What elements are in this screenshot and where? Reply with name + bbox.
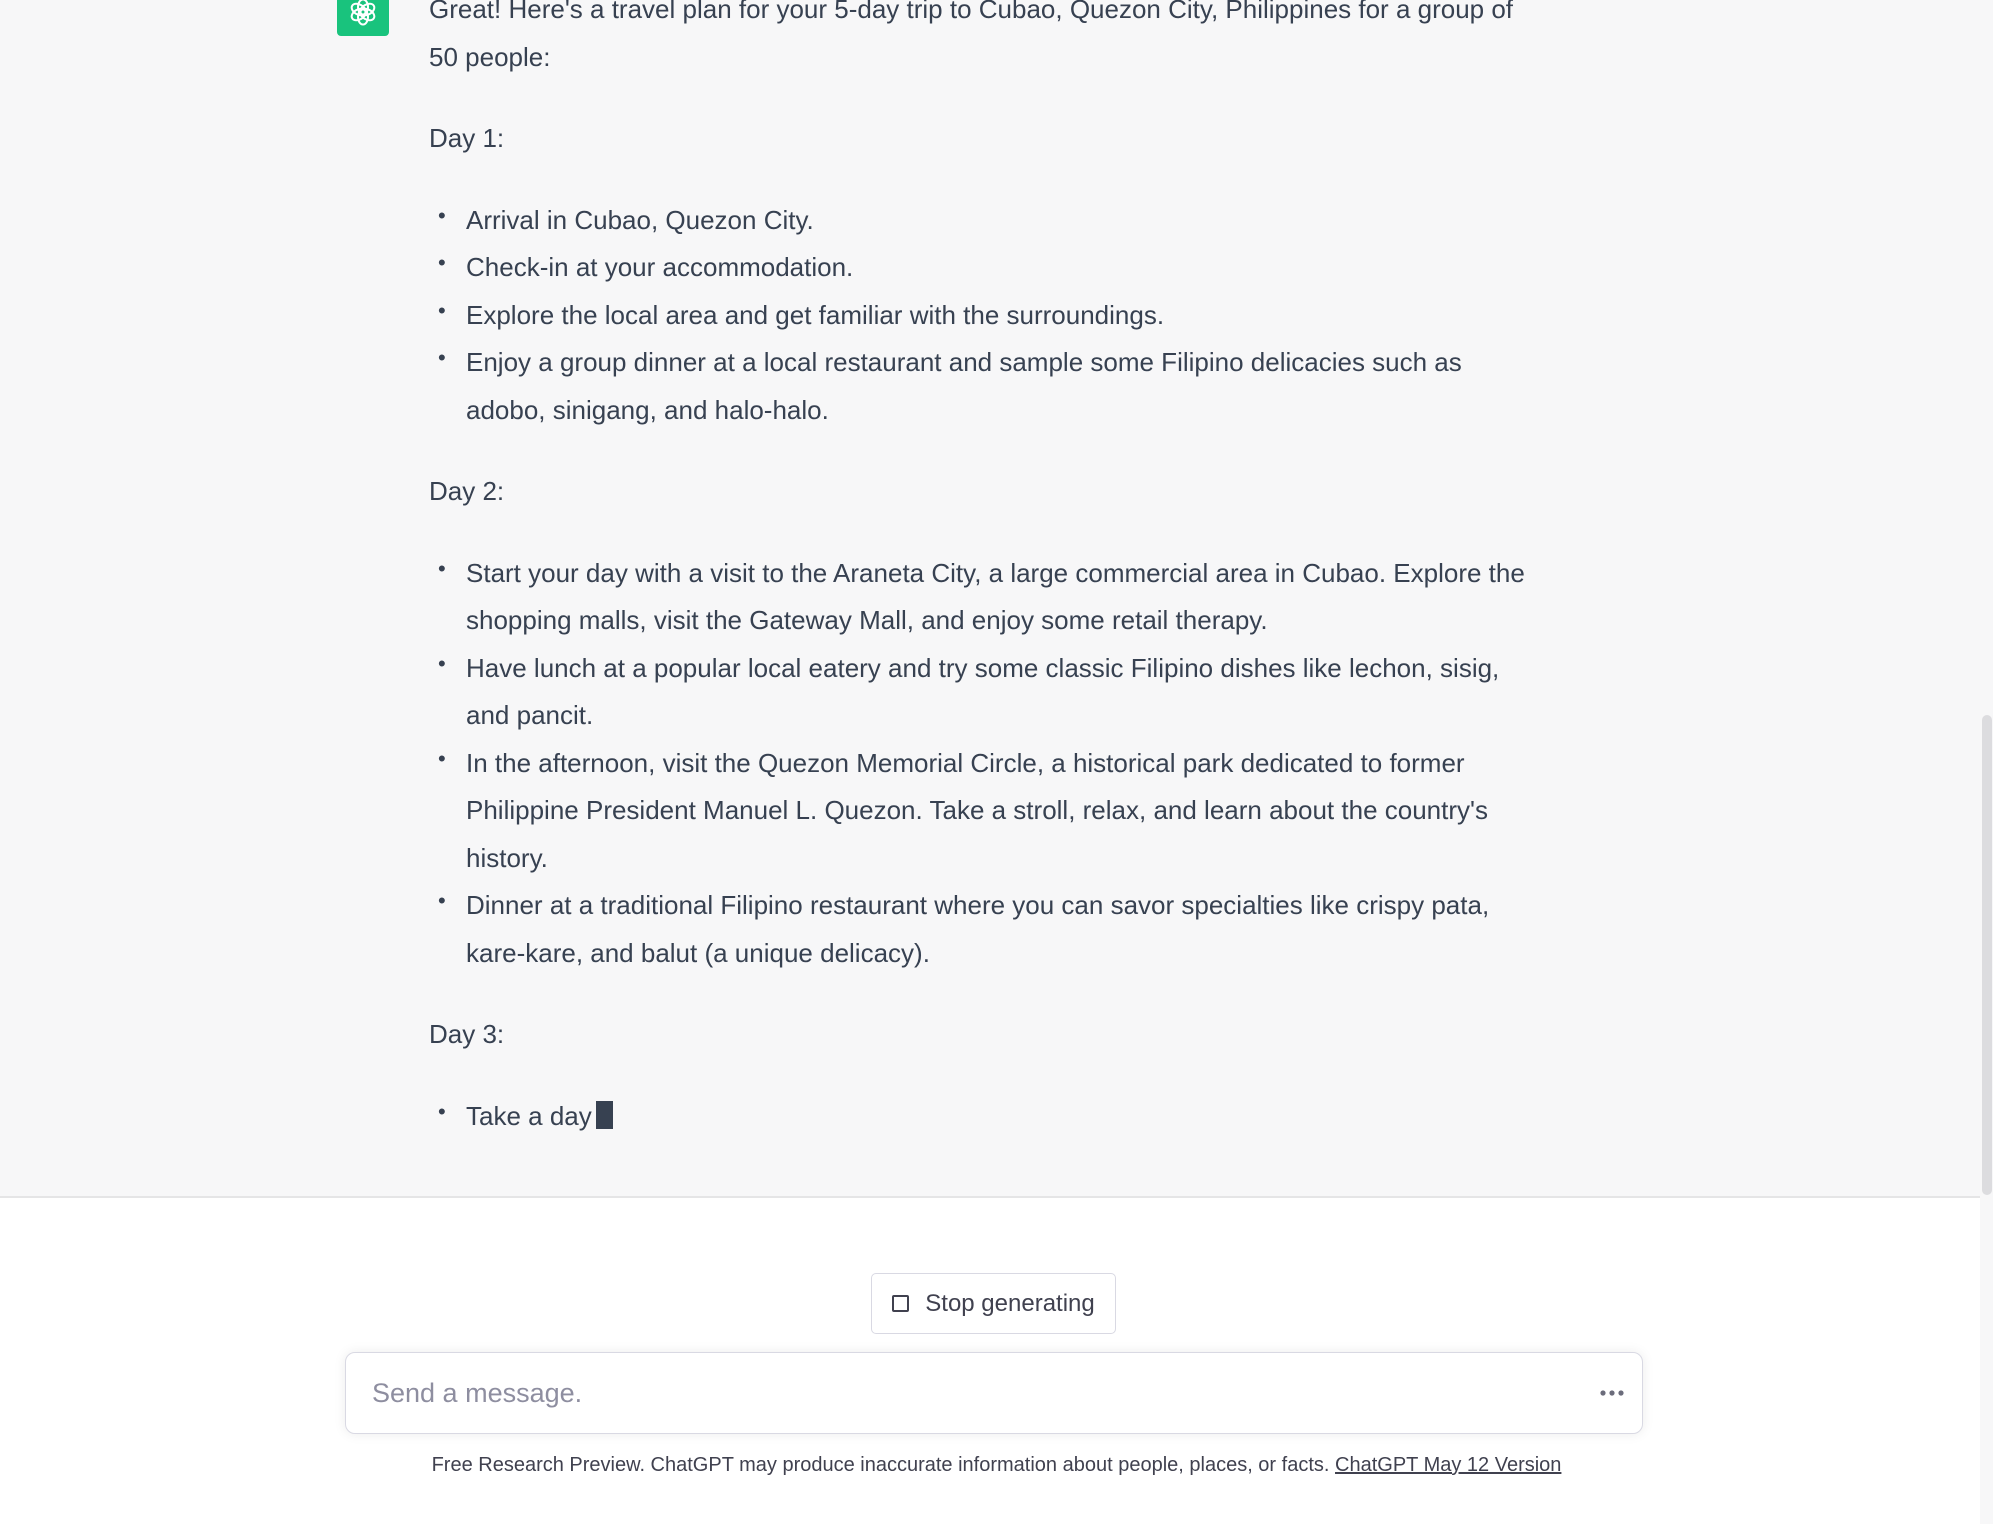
footer-text: Free Research Preview. ChatGPT may produce inaccurate information about people, places, or facts. [431, 1454, 1330, 1476]
assistant-message [429, 0, 1539, 1140]
list-item: • Have lunch at a popular local eatery and try some classic Filipino dishes like lechon, sisig, and pancit. [429, 645, 1539, 740]
assistant-avatar [337, 0, 389, 36]
day-heading: Day 3: [429, 1019, 505, 1049]
list-item: • Explore the local area and get familiar with the surroundings. [429, 292, 1539, 340]
message-intro: Great! Here's a travel plan for your 5-day trip to Cubao, Quezon City, Philippines for a group of 50 people: [429, 0, 1514, 72]
day-item-list [429, 550, 1539, 978]
bullet-icon: • [438, 297, 446, 323]
message-composer[interactable] [345, 1352, 1643, 1434]
bullet-icon: • [438, 345, 446, 370]
bullet-icon: • [438, 888, 446, 913]
list-item: • Arrival in Cubao, Quezon City. [429, 197, 1539, 245]
day-heading: Day 2: [429, 476, 505, 506]
footer-disclaimer [0, 1454, 1993, 1477]
stop-generating-label: Stop generating [925, 1289, 1095, 1317]
bullet-icon: • [438, 1098, 446, 1124]
stop-square-icon [892, 1295, 909, 1312]
scrollbar-thumb[interactable] [1982, 715, 1992, 1195]
typing-cursor [596, 1101, 613, 1129]
message-input[interactable] [372, 1371, 1552, 1415]
bullet-icon: • [438, 650, 446, 676]
bullet-icon: • [438, 745, 446, 771]
list-item: • Take a day [429, 1093, 1539, 1141]
list-item: • Enjoy a group dinner at a local restaurant and sample some Filipino delicacies such as adobo, sinigang, and halo-halo. [429, 339, 1539, 434]
bullet-icon: • [438, 250, 446, 275]
list-item: • In the afternoon, visit the Quezon Memorial Circle, a historical park dedicated to former Philippine President Manuel L. Quezon. Take a stroll, relax, and learn about the country's history. [429, 740, 1539, 883]
ellipsis-icon[interactable] [1596, 1381, 1628, 1405]
version-link[interactable]: ChatGPT May 12 Version [1335, 1454, 1562, 1476]
bullet-icon: • [438, 555, 446, 581]
openai-logo-icon [348, 0, 378, 32]
day-heading: Day 1: [429, 123, 505, 153]
list-item: • Start your day with a visit to the Araneta City, a large commercial area in Cubao. Explore the shopping malls, visit the Gateway Mall, and enjoy some retail therapy. [429, 550, 1539, 645]
stop-generating-button[interactable] [871, 1273, 1116, 1334]
day-item-list [429, 197, 1539, 435]
list-item: • Dinner at a traditional Filipino restaurant where you can savor specialties like crispy pata, kare-kare, and balut (a unique delicacy). [429, 882, 1539, 977]
day-item-list [429, 1093, 1539, 1141]
bullet-icon: • [438, 202, 446, 228]
list-item: • Check-in at your accommodation. [429, 244, 1539, 292]
